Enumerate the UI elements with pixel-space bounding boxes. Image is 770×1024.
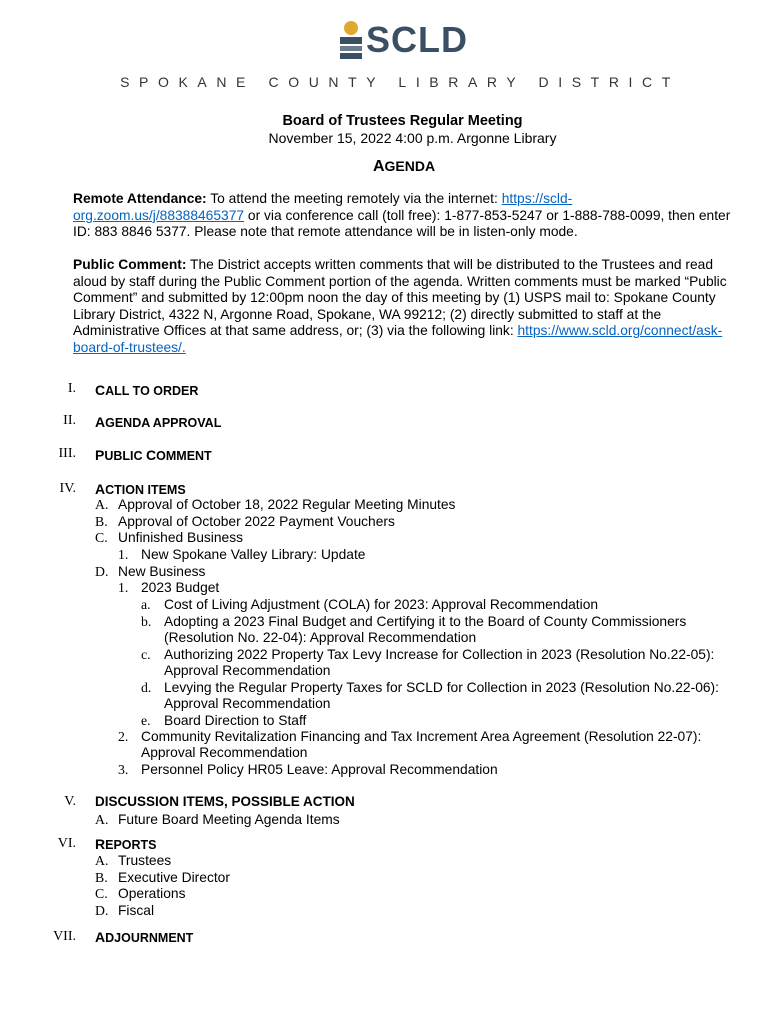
ask-board-link[interactable]: https://www.scld.org/connect/ask- board-of-trustees/. [73,323,723,355]
library-logo-icon [340,21,362,59]
section-adjournment: ADJOURNMENT [95,929,194,945]
list-item: b. Adopting a 2023 Final Budget and Certifying it to the Board of County Commissioners [141,614,687,629]
list-item: A. Trustees [95,853,172,868]
section-reports: REPORTS [95,836,157,852]
section-discussion-items: DISCUSSION ITEMS, POSSIBLE ACTION [95,794,355,809]
section-action-items: ACTION ITEMS [95,481,186,497]
list-item: A. Future Board Meeting Agenda Items [95,812,340,827]
list-item-continuation: Approval Recommendation [164,696,331,711]
district-name: SPOKANE COUNTY LIBRARY DISTRICT [120,74,680,90]
agenda-heading: AGENDA [372,158,436,175]
list-item: C. Operations [95,886,186,901]
public-comment-paragraph: Public Comment: The District accepts written comments that will be distributed to the Trustees and read aloud by staff during the Public Comment portion of the agenda. Written comments must be marked “Public Comment” and submitted by 12:00pm noon the day of this meeting by (1) USPS mail to: Spokane County Library District, 4322 N, Argonne Road, Spokane, WA 99212; (2) directly submitted to staff at the Administrative Offices at that same address, or; (3) via the following link: https://www.scld.org/connect/ask- board-of-trustees/. [73,257,727,355]
section-number: II. [63,413,76,428]
scld-logo [340,20,468,60]
meeting-date-location: November 15, 2022 4:00 p.m. Argonne Library [268,130,557,146]
list-item: D. Fiscal [95,903,155,918]
public-comment-label: Public Comment: [73,257,187,272]
remote-attendance-label: Remote Attendance: [73,191,207,206]
section-number: I. [67,381,76,396]
list-item: 3. Personnel Policy HR05 Leave: Approval Recommendation [118,762,498,777]
section-call-to-order: CALL TO ORDER [95,382,199,398]
section-number: V. [64,794,76,809]
list-item-continuation: Approval Recommendation [141,745,308,760]
section-agenda-approval: AGENDA APPROVAL [95,414,222,430]
logo-text: SCLD [366,19,468,60]
section-number: VI. [57,836,76,851]
list-item: B. Approval of October 2022 Payment Vouchers [95,514,395,529]
list-item: A. Approval of October 18, 2022 Regular Meeting Minutes [95,497,456,512]
section-public-comment: PUBLIC COMMENT [95,447,212,463]
list-item: 1. New Spokane Valley Library: Update [118,547,366,562]
remote-attendance-paragraph: Remote Attendance: To attend the meeting remotely via the internet: https://scld- org.zoom.us/j/88388465377 or via conference call (toll free): 1-877-853-5247 or 1-888-788-0099, then enter ID: 883 8846 5377. Please note that remote attendance will be in listen-only mode. [73,191,731,240]
list-item: e. Board Direction to Staff [141,713,307,728]
list-item-continuation: Approval Recommendation [164,663,331,678]
list-item: a. Cost of Living Adjustment (COLA) for 2023: Approval Recommendation [141,597,599,612]
section-number: III. [58,446,76,461]
list-item: d. Levying the Regular Property Taxes for SCLD for Collection in 2023 (Resolution No.22-06): [141,680,719,695]
list-item: C. Unfinished Business [95,530,244,545]
meeting-title: Board of Trustees Regular Meeting [282,113,523,129]
list-item-continuation: (Resolution No. 22-04): Approval Recommendation [164,630,477,645]
list-item: c. Authorizing 2022 Property Tax Levy Increase for Collection in 2023 (Resolution No.22-05): [141,647,715,662]
list-item: 1. 2023 Budget [118,580,220,595]
section-number: IV. [59,481,76,496]
zoom-link[interactable]: https://scld- org.zoom.us/j/88388465377 [73,191,573,223]
list-item: B. Executive Director [95,870,230,885]
list-item: D. New Business [95,564,206,579]
list-item: 2. Community Revitalization Financing and Tax Increment Area Agreement (Resolution 22-07): [118,729,702,744]
section-number: VII. [53,929,76,944]
